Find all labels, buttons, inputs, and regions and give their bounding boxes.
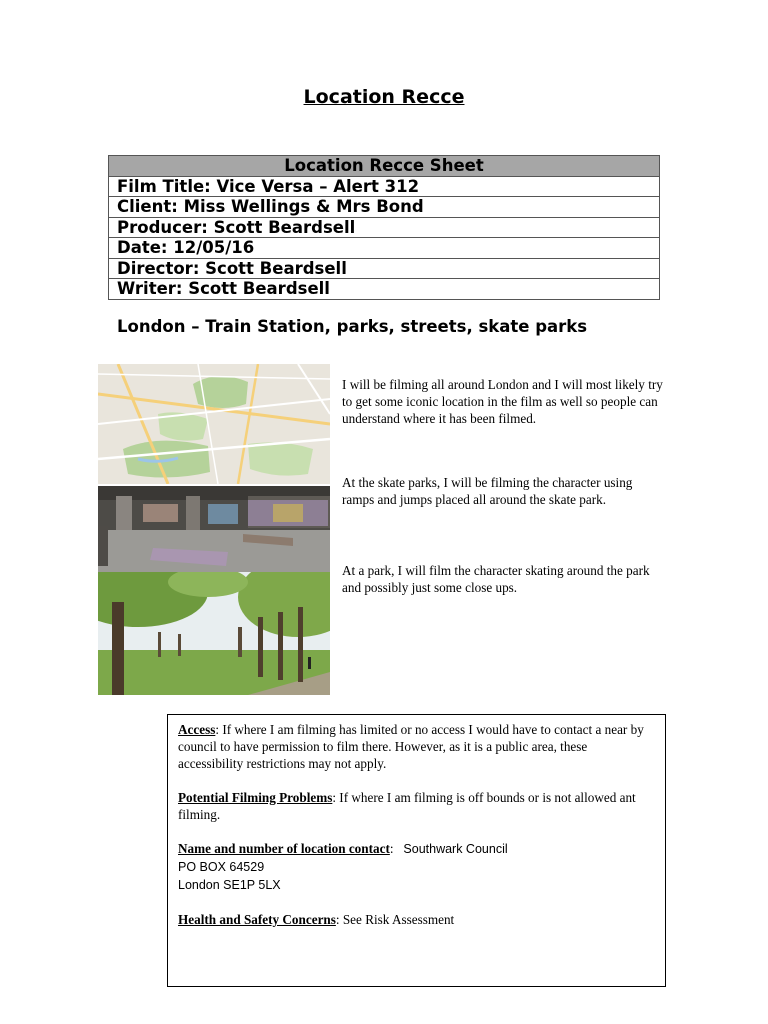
table-row: [109, 217, 660, 238]
access-text: : If where I am filming has limited or no access I would have to contact a near by council to have permission to film there. However, as it is a public area, these accessibility restrictions may not apply.: [178, 722, 644, 771]
map-image: [98, 364, 330, 484]
park-image: [98, 572, 330, 695]
recce-sheet-table: [108, 155, 660, 300]
date-cell: Date: 12/05/16: [109, 238, 660, 259]
table-header: Location Recce Sheet: [109, 156, 660, 177]
page-title: Location Recce: [303, 86, 465, 108]
table-header-row: [109, 156, 660, 177]
paragraph-park: At a park, I will film the character skating around the park and possibly just some close ups.: [342, 563, 650, 595]
access-section: [178, 721, 655, 772]
health-section: [178, 911, 655, 928]
film-title-cell: Film Title: Vice Versa – Alert 312: [109, 176, 660, 197]
paragraph-skate-parks: At the skate parks, I will be filming the character using ramps and jumps placed all around the skate park.: [342, 475, 633, 507]
contact-separator: :: [389, 841, 394, 856]
client-cell: Client: Miss Wellings & Mrs Bond: [109, 197, 660, 218]
table-row: [109, 258, 660, 279]
table-row: [109, 197, 660, 218]
health-text: : See Risk Assessment: [335, 912, 455, 927]
paragraph-london: I will be filming all around London and I will most likely try to get some iconic location in the film as well so people can understand where it has been filmed.: [342, 377, 663, 426]
writer-cell: Writer: Scott Beardsell: [109, 279, 660, 300]
access-label: Access: [178, 722, 216, 737]
table-row: [109, 238, 660, 259]
contact-name: Southwark Council: [403, 842, 508, 856]
location-heading: London – Train Station, parks, streets, skate parks: [117, 317, 588, 336]
table-row: [109, 176, 660, 197]
contact-address-line: London SE1P 5LX: [178, 878, 281, 892]
contact-address-line: PO BOX 64529: [178, 860, 265, 874]
table-row: [109, 279, 660, 300]
producer-cell: Producer: Scott Beardsell: [109, 217, 660, 238]
problems-text: : If where I am filming is off bounds or is not allowed ant filming.: [178, 790, 636, 822]
director-cell: Director: Scott Beardsell: [109, 258, 660, 279]
skate-park-image: [98, 486, 330, 572]
health-label: Health and Safety Concerns: [178, 912, 336, 927]
contact-section: [178, 840, 655, 894]
problems-label: Potential Filming Problems: [178, 790, 333, 805]
contact-label: Name and number of location contact: [178, 841, 390, 856]
location-details-box: [167, 714, 666, 987]
problems-section: [178, 789, 655, 823]
